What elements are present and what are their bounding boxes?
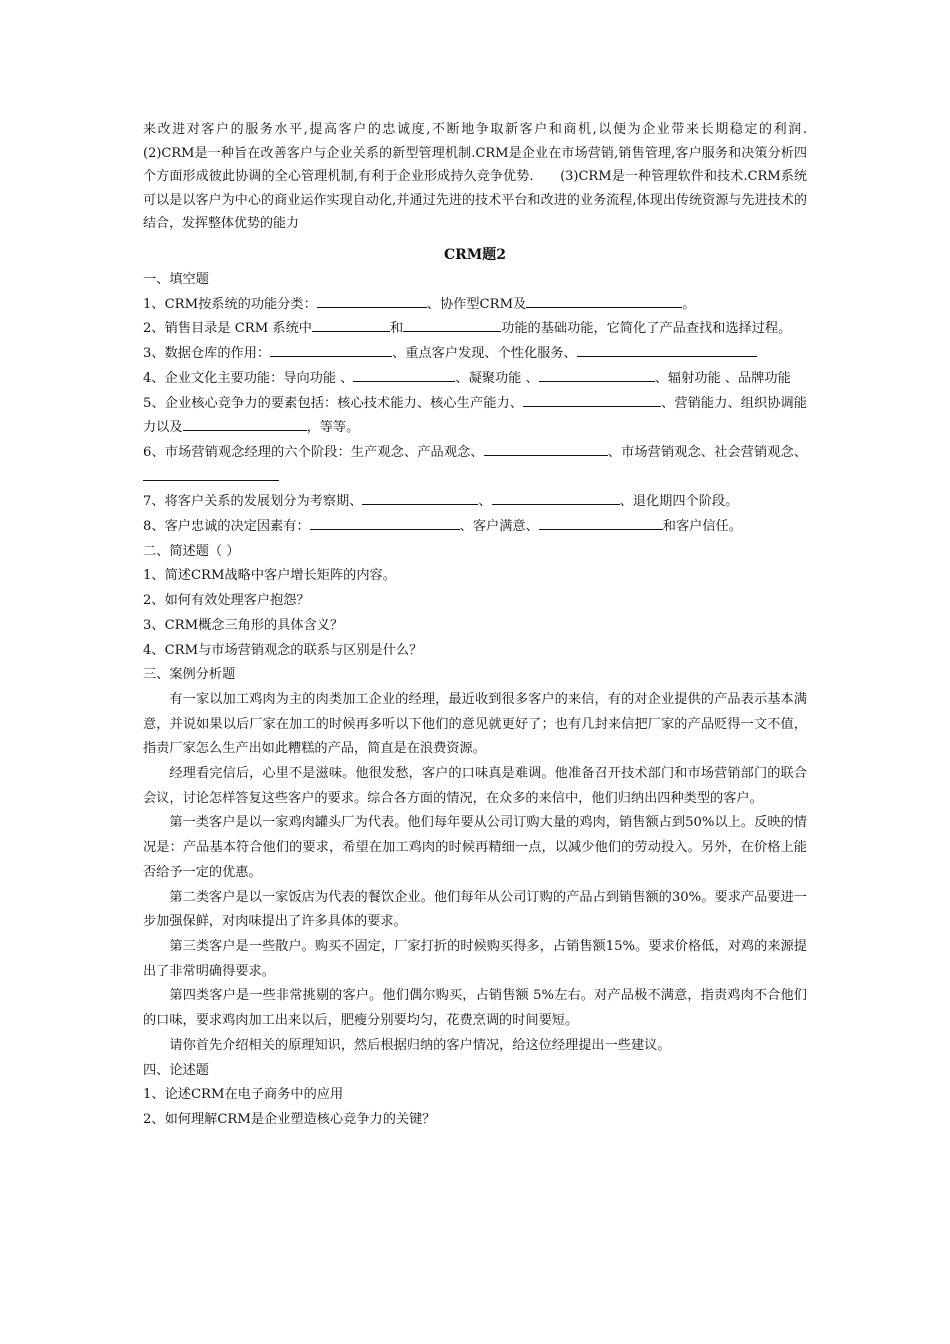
- section-heading-fill-blank: 一、填空题: [143, 272, 209, 287]
- section-heading-essay: 四、论述题: [143, 1062, 209, 1078]
- case-paragraph: 第四类客户是一些非常挑剔的客户。他们偶尔购买，占销售额 5%左右。对产品极不满意，指责鸡肉不合他们的口味，要求鸡肉加工出来以后，肥瘦分别要均匀，花费烹调的时间要短。: [143, 988, 807, 1029]
- answer-blank[interactable]: [577, 342, 757, 357]
- answer-blank[interactable]: [353, 367, 455, 382]
- case-paragraph: 经理看完信后，心里不是滋味。他很发愁，客户的口味真是难调。他准备召开技术部门和市场营销部门的联合会议，讨论怎样答复这些客户的要求。综合各方面的情况，在众多的来信中，他们归纳出四种类型的客户。: [143, 766, 807, 806]
- case-paragraph: 第三类客户是一些散户。购买不固定，厂家打折的时候购买得多，占销售额15%。要求价格低，对鸡的来源提出了非常明确得要求。: [143, 938, 807, 979]
- short-answer-question: 3、CRM概念三角形的具体含义？: [143, 617, 344, 633]
- question-1: 1、CRM按系统的功能分类： 、协作型CRM及 。: [143, 293, 807, 318]
- section-heading-case-analysis: 三、案例分析题: [143, 667, 236, 683]
- case-paragraph: 请你首先介绍相关的原理知识，然后根据归纳的客户情况，给这位经理提出一些建议。: [169, 1037, 671, 1053]
- case-paragraph: 第二类客户是以一家饭店为代表的餐饮企业。他们每年从公司订购的产品占到销售额的30%。要求产品要进一步加强保鲜，对肉味提出了许多具体的要求。: [143, 889, 807, 930]
- case-paragraph: 第一类客户是以一家鸡肉罐头厂为代表。他们每年要从公司订购大量的鸡肉，销售额占到50%以上。反映的情况是：产品基本符合他们的要求，希望在加工鸡肉的时候再精细一点，以减少他们的劳动投入。另外，在价格上能否给予一定的优惠。: [143, 815, 807, 880]
- short-answer-question: 1、简述CRM战略中客户增长矩阵的内容。: [143, 568, 396, 584]
- case-paragraph: 有一家以加工鸡肉为主的肉类加工企业的经理，最近收到很多客户的来信，有的对企业提供的产品表示基本满意，并说如果以后厂家在加工的时候再多听以下他们的意见就更好了；也有几封来信把厂家的产品贬得一文不值，指责厂家怎么生产出如此糟糕的产品，简直是在浪费资源。: [143, 691, 807, 757]
- question-3: 3、数据仓库的作用： 、重点客户发现、个性化服务、: [143, 342, 807, 367]
- section-heading-short-answer: 二、简述题（ ）: [143, 543, 240, 559]
- answer-blank[interactable]: [362, 490, 478, 505]
- answer-blank[interactable]: [526, 293, 682, 308]
- question-2: 2、销售目录是 CRM 系统中 和 功能的基础功能，它简化了产品查找和选择过程。: [143, 317, 807, 342]
- answer-blank[interactable]: [310, 515, 460, 530]
- answer-blank[interactable]: [270, 342, 392, 357]
- question-4: 4、企业文化主要功能：导向功能 、 、凝聚功能 、 、辐射功能 、品牌功能: [143, 367, 807, 392]
- question-8: 8、客户忠诚的决定因素有： 、客户满意、 和客户信任。: [143, 515, 807, 540]
- answer-blank[interactable]: [523, 392, 661, 407]
- intro-paragraph: 来改进对客户的服务水平,提高客户的忠诚度,不断地争取新客户和商机,以便为企业带来长期稳定的利润. (2)CRM是一种旨在改善客户与企业关系的新型管理机制.CRM是企业在市场营销,销售管理,客户服务和决策分析四个方面形成彼此协调的全心管理机制,有利于企业形成持久竞争优势. (3)CRM是一种管理软件和技术.CRM系统可以是以客户为中心的商业运作实现自动化,并通过先进的技术平台和改进的业务流程,体现出传统资源与先进技术的结合，发挥整体优势的能力: [143, 122, 834, 231]
- answer-blank[interactable]: [484, 441, 608, 456]
- answer-blank[interactable]: [403, 317, 501, 332]
- short-answer-question: 4、CRM与市场营销观念的联系与区别是什么？: [143, 642, 423, 658]
- answer-blank[interactable]: [317, 293, 427, 308]
- answer-blank[interactable]: [143, 466, 279, 481]
- answer-blank[interactable]: [492, 490, 620, 505]
- exam-body: [143, 268, 807, 1133]
- question-6: 6、市场营销观念经理的六个阶段：生产观念、产品观念、 、市场营销观念、社会营销观念、: [143, 441, 807, 490]
- question-5: 5、企业核心竞争力的要素包括：核心技术能力、核心生产能力、 、营销能力、组织协调能力以及 ，等等。: [143, 392, 807, 441]
- essay-question: 2、如何理解CRM是企业塑造核心竞争力的关键？: [143, 1111, 436, 1127]
- answer-blank[interactable]: [539, 515, 663, 530]
- answer-blank[interactable]: [312, 317, 390, 332]
- page-title: CRM题2: [443, 247, 506, 263]
- question-7: 7、将客户关系的发展划分为考察期、 、 、退化期四个阶段。: [143, 490, 807, 515]
- short-answer-question: 2、如何有效处理客户抱怨？: [143, 593, 310, 609]
- answer-blank[interactable]: [539, 367, 655, 382]
- essay-question: 1、论述CRM在电子商务中的应用: [143, 1087, 344, 1103]
- answer-blank[interactable]: [183, 416, 307, 431]
